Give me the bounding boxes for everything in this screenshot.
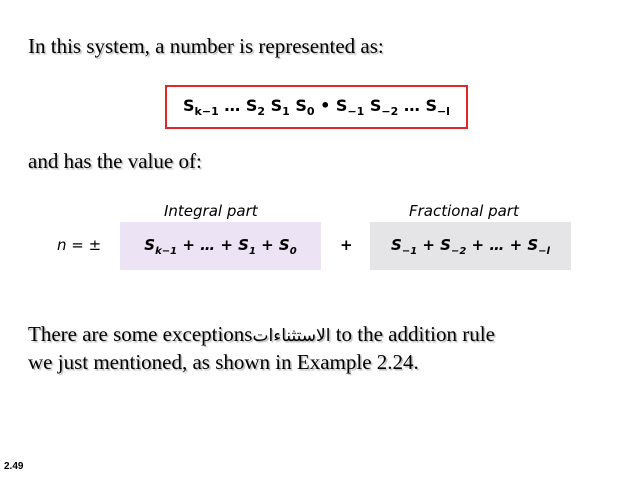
fractional-part-caption: Fractional part — [409, 202, 519, 220]
n-label: n = ± — [57, 236, 102, 254]
example-line: we just mentioned, as shown in Example 2.24. — [28, 350, 419, 374]
intro-line: In this system, a number is represented as: — [28, 34, 384, 58]
fractional-terms: $S_{-1} + S_{-2}$ + … + $S_{-l}$ — [391, 235, 550, 257]
fractional-part-box — [370, 222, 571, 270]
integral-part-box — [120, 222, 321, 270]
exceptions-text: There are some exceptions — [28, 322, 253, 346]
slide-number: 2.49 — [4, 461, 24, 472]
integral-terms: $S_{k-1}$ + … + $S_1 + S_0$ — [144, 235, 297, 257]
exceptions-line — [28, 320, 495, 350]
integral-part-caption: Integral part — [164, 202, 258, 220]
arabic-gloss: الاستثناءات — [252, 326, 331, 346]
value-intro-line: and has the value of: — [28, 149, 202, 173]
formula-text: $S_{k-1}$ … $S_2$ $S_1$ $S_0$ • $S_{-1}$ $S_{-2}$ … $S_{-l}$ — [183, 95, 450, 119]
addition-rule-text: to the addition rule — [330, 322, 495, 346]
number-representation-formula — [165, 85, 468, 129]
plus-sign: + — [340, 236, 353, 254]
